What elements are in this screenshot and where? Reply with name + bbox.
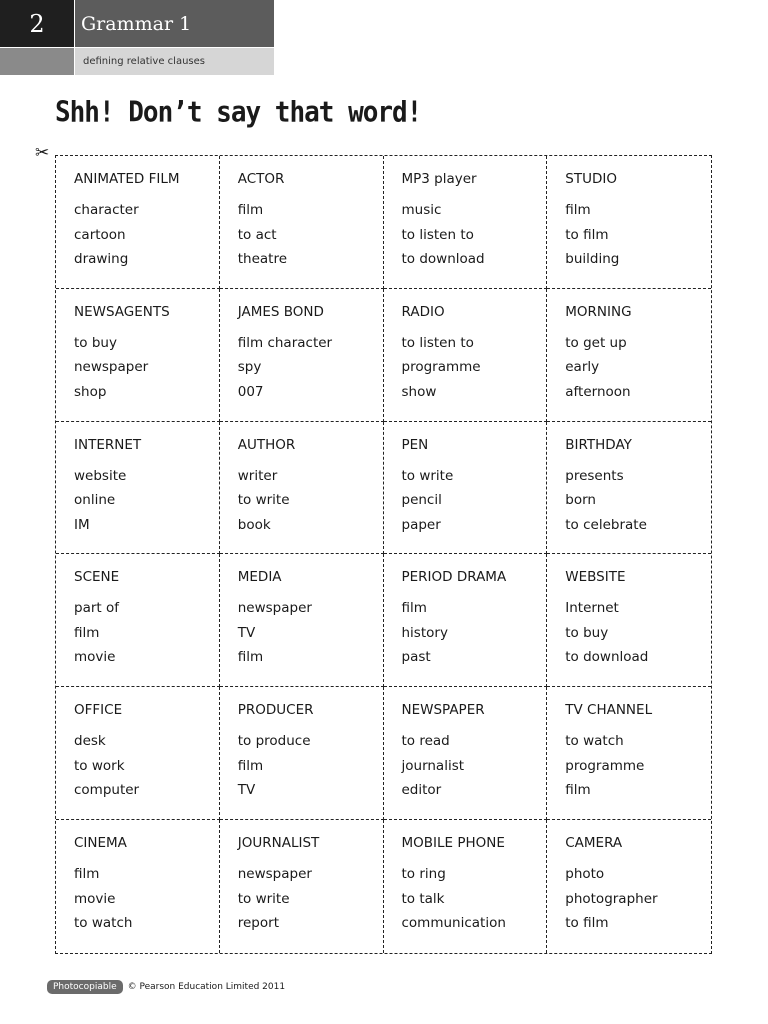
word-card bbox=[384, 422, 548, 555]
forbidden-words-list bbox=[402, 729, 537, 803]
forbidden-words-list bbox=[565, 596, 701, 670]
card-title: NEWSPAPER bbox=[401, 702, 485, 719]
forbidden-words-list bbox=[402, 596, 537, 670]
forbidden-word: to read bbox=[401, 733, 450, 750]
forbidden-word: to film bbox=[565, 915, 609, 932]
forbidden-word: cartoon bbox=[74, 226, 126, 243]
card-grid bbox=[55, 155, 712, 954]
card-title: JAMES BOND bbox=[237, 303, 324, 320]
word-card bbox=[220, 687, 384, 820]
forbidden-word: part of bbox=[74, 600, 119, 617]
forbidden-word: newspaper bbox=[237, 866, 312, 883]
forbidden-words-list bbox=[238, 862, 373, 936]
word-card bbox=[547, 289, 711, 422]
forbidden-word: film character bbox=[237, 334, 333, 351]
word-card bbox=[547, 554, 711, 687]
card-title: WEBSITE bbox=[565, 569, 626, 586]
forbidden-word: character bbox=[74, 202, 139, 218]
forbidden-words-list bbox=[74, 729, 209, 803]
card-title: BIRTHDAY bbox=[565, 436, 632, 453]
forbidden-word: early bbox=[565, 359, 600, 376]
forbidden-words-list bbox=[565, 331, 701, 405]
forbidden-words-list bbox=[74, 331, 209, 405]
forbidden-word: spy bbox=[237, 359, 262, 376]
card-title: MORNING bbox=[565, 303, 632, 320]
forbidden-word: to write bbox=[237, 492, 290, 509]
forbidden-words-list bbox=[402, 198, 537, 272]
word-card bbox=[220, 289, 384, 422]
copyright-text: © Pearson Education Limited 2011 bbox=[127, 982, 286, 992]
forbidden-word: book bbox=[237, 516, 271, 533]
forbidden-words-list bbox=[238, 596, 373, 670]
forbidden-word: born bbox=[565, 492, 596, 509]
section-title: Grammar 1 bbox=[75, 0, 274, 47]
forbidden-word: to celebrate bbox=[565, 516, 647, 533]
card-title: PEN bbox=[401, 436, 429, 453]
word-card bbox=[547, 156, 711, 289]
word-card bbox=[56, 820, 220, 953]
word-card bbox=[384, 687, 548, 820]
word-card bbox=[547, 687, 711, 820]
forbidden-word: Internet bbox=[565, 600, 619, 617]
card-title: INTERNET bbox=[74, 436, 142, 453]
word-card bbox=[220, 422, 384, 555]
forbidden-word: to write bbox=[237, 890, 290, 907]
card-title: SCENE bbox=[74, 569, 120, 586]
forbidden-word: history bbox=[401, 624, 448, 641]
forbidden-word: music bbox=[401, 202, 442, 218]
card-title: MEDIA bbox=[237, 569, 282, 586]
forbidden-word: TV bbox=[237, 782, 256, 799]
forbidden-word: pencil bbox=[401, 492, 442, 509]
forbidden-words-list bbox=[74, 464, 209, 538]
card-title: ACTOR bbox=[237, 171, 285, 187]
forbidden-word: to listen to bbox=[401, 334, 474, 351]
forbidden-word: to download bbox=[565, 649, 649, 666]
forbidden-word: paper bbox=[401, 516, 441, 533]
forbidden-word: film bbox=[237, 202, 264, 218]
forbidden-word: to act bbox=[237, 226, 277, 243]
forbidden-word: to film bbox=[565, 226, 609, 243]
forbidden-words-list bbox=[402, 862, 537, 936]
forbidden-words-list bbox=[565, 729, 701, 803]
forbidden-words-list bbox=[402, 464, 537, 538]
forbidden-words-list bbox=[238, 198, 373, 272]
word-card bbox=[56, 156, 220, 289]
forbidden-word: computer bbox=[74, 782, 140, 799]
card-title: MOBILE PHONE bbox=[401, 835, 505, 852]
forbidden-word: to produce bbox=[237, 733, 311, 750]
word-card bbox=[56, 289, 220, 422]
word-card bbox=[547, 422, 711, 555]
word-card bbox=[220, 554, 384, 687]
card-title: NEWSAGENTS bbox=[74, 303, 170, 320]
forbidden-words-list bbox=[565, 198, 701, 272]
forbidden-word: past bbox=[401, 649, 431, 666]
forbidden-words-list bbox=[74, 862, 209, 936]
forbidden-word: to buy bbox=[74, 334, 117, 351]
word-card bbox=[384, 554, 548, 687]
forbidden-word: desk bbox=[74, 733, 106, 750]
word-card bbox=[56, 422, 220, 555]
forbidden-word: show bbox=[401, 383, 437, 400]
subtitle-bar-left bbox=[0, 48, 74, 75]
page-title: Shh! Don’t say that word! bbox=[55, 96, 422, 129]
forbidden-word: to work bbox=[74, 757, 125, 774]
forbidden-word: film bbox=[74, 624, 100, 641]
word-card bbox=[547, 820, 711, 953]
forbidden-word: movie bbox=[74, 890, 116, 907]
forbidden-word: film bbox=[237, 649, 264, 666]
forbidden-word: programme bbox=[401, 359, 481, 376]
forbidden-words-list bbox=[74, 596, 209, 670]
forbidden-word: to ring bbox=[401, 866, 446, 883]
forbidden-word: editor bbox=[401, 782, 442, 799]
forbidden-word: online bbox=[74, 492, 116, 509]
forbidden-word: to watch bbox=[74, 915, 133, 932]
forbidden-words-list bbox=[74, 198, 209, 272]
forbidden-word: to talk bbox=[401, 890, 445, 907]
forbidden-word: film bbox=[74, 866, 100, 883]
word-card bbox=[56, 554, 220, 687]
forbidden-word: to watch bbox=[565, 733, 624, 750]
forbidden-word: theatre bbox=[237, 251, 288, 267]
forbidden-word: 007 bbox=[237, 383, 264, 400]
forbidden-word: report bbox=[237, 915, 279, 932]
section-subtitle: defining relative clauses bbox=[75, 48, 274, 75]
card-title: PRODUCER bbox=[237, 702, 314, 719]
word-card bbox=[384, 289, 548, 422]
unit-number: 2 bbox=[0, 0, 74, 47]
photocopiable-badge: Photocopiable bbox=[47, 980, 123, 994]
forbidden-word: drawing bbox=[74, 251, 129, 267]
forbidden-word: to buy bbox=[565, 624, 609, 641]
word-card bbox=[56, 687, 220, 820]
forbidden-word: to listen to bbox=[401, 226, 474, 243]
forbidden-word: afternoon bbox=[565, 383, 631, 400]
forbidden-words-list bbox=[238, 729, 373, 803]
scissors-icon: ✂ bbox=[35, 143, 50, 163]
forbidden-words-list bbox=[238, 464, 373, 538]
card-title: CAMERA bbox=[565, 835, 623, 852]
forbidden-word: programme bbox=[565, 757, 645, 774]
forbidden-word: journalist bbox=[401, 757, 465, 774]
forbidden-word: photo bbox=[565, 866, 605, 883]
card-title: MP3 player bbox=[401, 171, 477, 187]
forbidden-word: film bbox=[565, 782, 591, 799]
footer bbox=[47, 980, 285, 994]
forbidden-word: to get up bbox=[565, 334, 627, 351]
forbidden-word: newspaper bbox=[237, 600, 312, 617]
forbidden-word: movie bbox=[74, 649, 116, 666]
forbidden-word: film bbox=[237, 757, 264, 774]
forbidden-word: building bbox=[565, 251, 620, 267]
forbidden-word: newspaper bbox=[74, 359, 149, 376]
word-card bbox=[220, 156, 384, 289]
forbidden-word: to write bbox=[401, 467, 454, 484]
card-title: ANIMATED FILM bbox=[74, 171, 180, 187]
forbidden-words-list bbox=[402, 331, 537, 405]
forbidden-word: IM bbox=[74, 516, 90, 533]
forbidden-word: communication bbox=[401, 915, 506, 932]
card-title: CINEMA bbox=[74, 835, 127, 852]
forbidden-words-list bbox=[565, 464, 701, 538]
card-title: JOURNALIST bbox=[237, 835, 320, 852]
forbidden-word: film bbox=[401, 600, 427, 617]
forbidden-word: presents bbox=[565, 467, 624, 484]
forbidden-words-list bbox=[565, 862, 701, 936]
card-title: PERIOD DRAMA bbox=[401, 569, 507, 586]
card-title: RADIO bbox=[401, 303, 445, 320]
forbidden-word: shop bbox=[74, 383, 107, 400]
forbidden-word: TV bbox=[237, 624, 256, 641]
forbidden-words-list bbox=[238, 331, 373, 405]
forbidden-word: writer bbox=[237, 467, 278, 484]
card-title: AUTHOR bbox=[237, 436, 296, 453]
forbidden-word: to download bbox=[401, 251, 485, 267]
word-card bbox=[384, 156, 548, 289]
card-title: OFFICE bbox=[74, 702, 123, 719]
word-card bbox=[384, 820, 548, 953]
forbidden-word: website bbox=[74, 467, 127, 484]
word-card bbox=[220, 820, 384, 953]
card-title: TV CHANNEL bbox=[565, 702, 653, 719]
forbidden-word: film bbox=[565, 202, 591, 218]
card-title: STUDIO bbox=[565, 171, 617, 187]
forbidden-word: photographer bbox=[565, 890, 658, 907]
